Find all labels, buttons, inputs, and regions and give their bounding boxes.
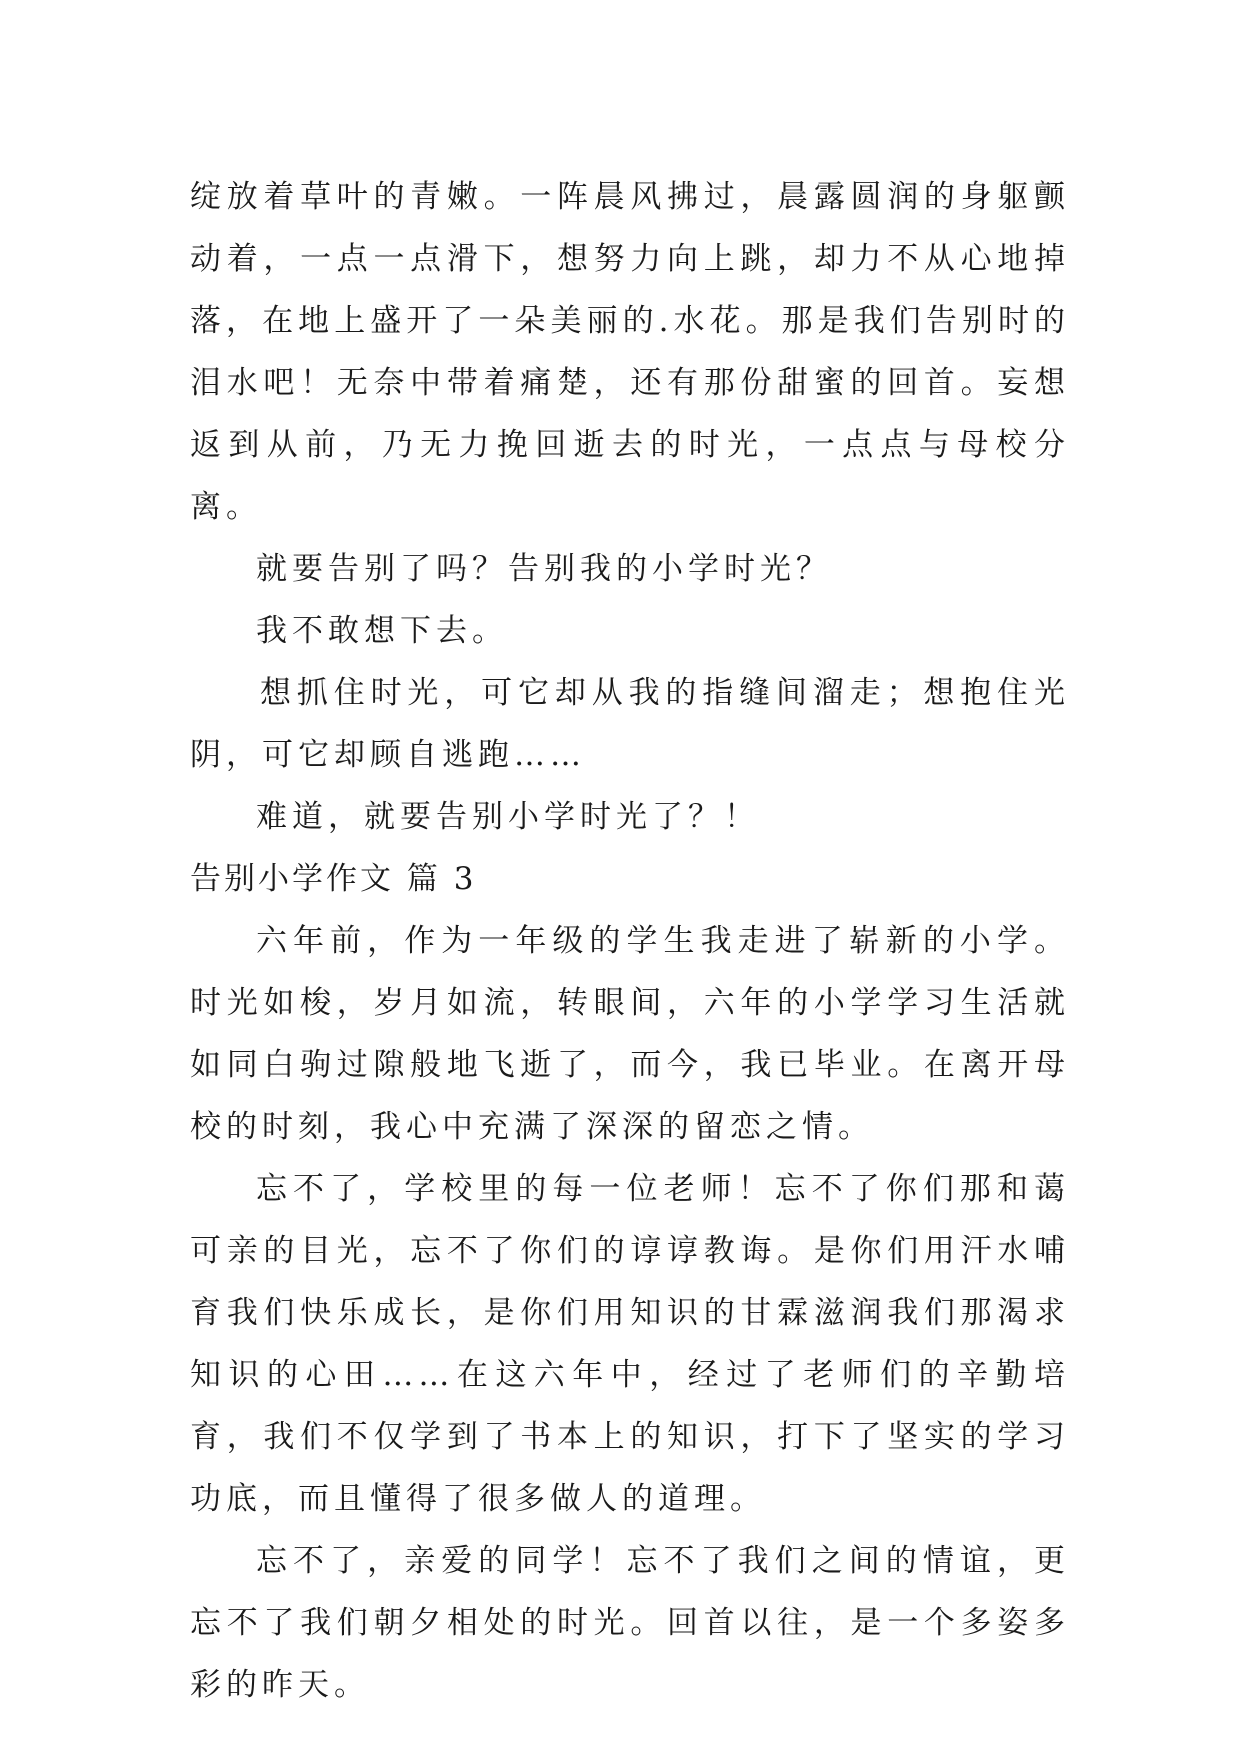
paragraph: 忘不了，亲爱的同学！忘不了我们之间的情谊，更忘不了我们朝夕相处的时光。回首以往，是一个多姿多彩的昨天。 (190, 1543, 1070, 1703)
document-body (190, 166, 1070, 1716)
paragraph: 我不敢想下去。 (256, 613, 508, 649)
paragraph: 难道，就要告别小学时光了？！ (256, 799, 760, 835)
paragraph: 就要告别了吗？告别我的小学时光？ (256, 551, 832, 587)
paragraph: 忘不了，学校里的每一位老师！忘不了你们那和蔼可亲的目光，忘不了你们的谆谆教诲。是你们用汗水哺育我们快乐成长，是你们用知识的甘霖滋润我们那渴求知识的心田……在这六年中，经过了老师们的辛勤培育，我们不仅学到了书本上的知识，打下了坚实的学习功底，而且懂得了很多做人的道理。 (190, 1171, 1070, 1517)
section-heading: 告别小学作文 篇 3 (190, 861, 477, 897)
paragraph: 想抓住时光，可它却从我的指缝间溜走；想抱住光阴，可它却顾自逃跑…… (190, 675, 1070, 773)
paragraph-continued: 绽放着草叶的青嫩。一阵晨风拂过，晨露圆润的身躯颤动着，一点一点滑下，想努力向上跳，却力不从心地掉落，在地上盛开了一朵美丽的.水花。那是我们告别时的泪水吧！无奈中带着痛楚，还有那份甜蜜的回首。妄想返到从前，乃无力挽回逝去的时光，一点点与母校分离。 (190, 179, 1070, 525)
paragraph: 六年前，作为一年级的学生我走进了崭新的小学。时光如梭，岁月如流，转眼间，六年的小学学习生活就如同白驹过隙般地飞逝了，而今，我已毕业。在离开母校的时刻，我心中充满了深深的留恋之情。 (190, 923, 1070, 1145)
